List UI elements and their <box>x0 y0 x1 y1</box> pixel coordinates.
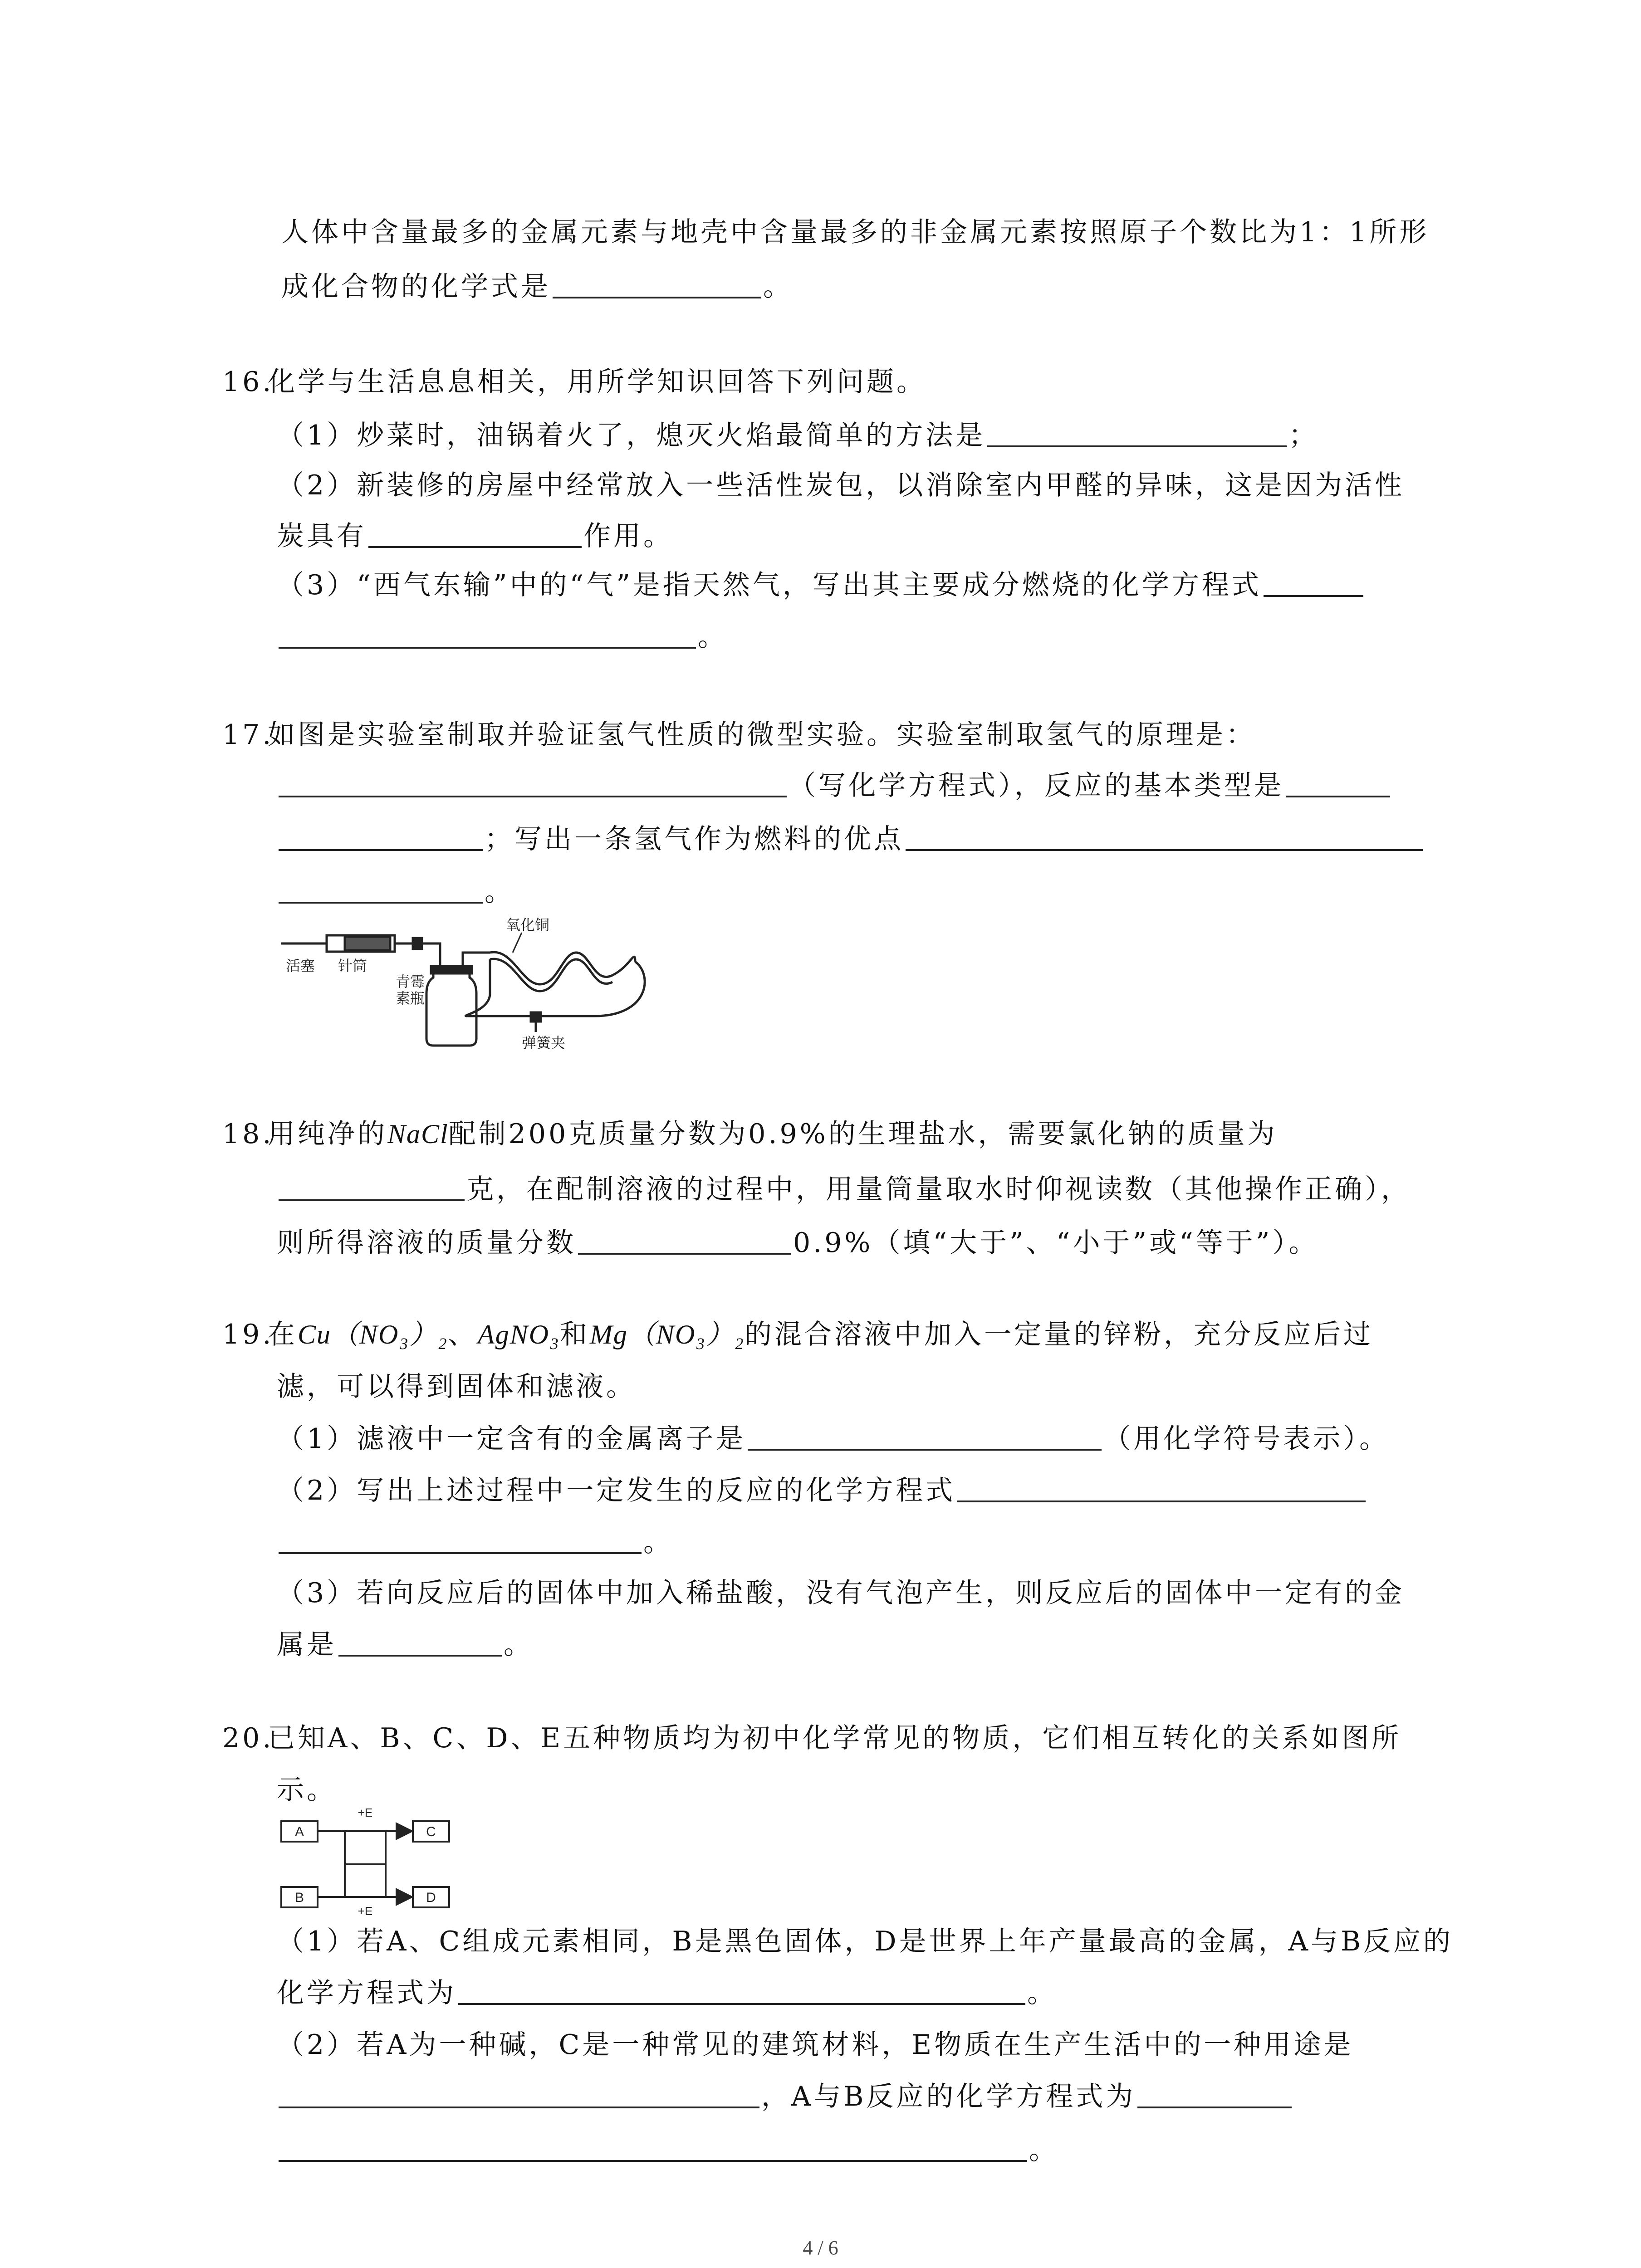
answer-blank[interactable] <box>338 1628 502 1657</box>
connector <box>413 938 422 949</box>
node-b: B <box>294 1890 304 1905</box>
label-piston: 活塞 <box>286 958 315 974</box>
label-top: +E <box>358 1806 373 1819</box>
formula-cu-nitrate: Cu（NO₃）₂ <box>298 1320 448 1349</box>
answer-blank[interactable] <box>279 769 787 797</box>
node-c: C <box>426 1824 436 1839</box>
answer-blank[interactable] <box>1137 2080 1292 2108</box>
q19-part2-line2: 。 <box>277 1523 673 1561</box>
q20-line1: 20.已知A、B、C、D、E五种物质均为初中化学常见的物质，它们相互转化的关系如图所 <box>222 1719 1401 1757</box>
answer-blank[interactable] <box>578 1227 791 1255</box>
q20-part1-line2: 化学方程式为 。 <box>277 1977 1057 2009</box>
q19-part1: （1）滤液中一定含有的金属离子是 （用化学符号表示）。 <box>277 1423 1390 1455</box>
q18-line2: 克，在配制溶液的过程中，用量筒量取水时仰视读数（其他操作正确）， <box>277 1170 1411 1208</box>
answer-blank[interactable] <box>279 2080 759 2108</box>
answer-blank[interactable] <box>279 621 696 649</box>
label-copper-oxide: 氧化铜 <box>506 917 550 933</box>
q16-part3-line2: 。 <box>277 618 728 656</box>
formula-ag-nitrate: AgNO₃ <box>478 1320 560 1349</box>
q18-line1: 18.用纯净的NaCl配制200克质量分数为0.9%的生理盐水，需要氯化钠的质量为 <box>222 1115 1278 1153</box>
q18-line3: 则所得溶液的质量分数 0.9%（填“大于”、“小于”或“等于”）。 <box>277 1227 1319 1259</box>
answer-blank[interactable] <box>279 1173 465 1201</box>
q15-line2: 成化合物的化学式是 。 <box>281 271 793 303</box>
question-number: 18. <box>222 1118 274 1150</box>
formula-nacl: NaCl <box>387 1119 449 1149</box>
label-bottle-2: 素瓶 <box>396 990 425 1007</box>
q19-part3-line2: 属是 。 <box>277 1629 534 1661</box>
q19-line1: 19.在Cu（NO₃）₂、AgNO₃和Mg（NO₃）₂的混合溶液中加入一定量的锌粉，充分反应后过 <box>222 1315 1373 1354</box>
answer-blank[interactable] <box>279 823 483 851</box>
q16-part1: （1）炒菜时，油锅着火了，熄灭火焰最简单的方法是 ； <box>277 420 1319 451</box>
q19-part3-line1: （3）若向反应后的固体中加入稀盐酸，没有气泡产生，则反应后的固体中一定有的金 <box>277 1577 1405 1609</box>
q20-line2: 示。 <box>277 1774 337 1806</box>
formula-mg-nitrate: Mg（NO₃）₂ <box>589 1320 745 1349</box>
q16-part3-line1: （3）“西气东输”中的“气”是指天然气，写出其主要成分燃烧的化学方程式 <box>277 566 1365 604</box>
q16-part2-line2: 炭具有 作用。 <box>277 520 673 552</box>
answer-blank[interactable] <box>1286 769 1390 797</box>
bottle-cap <box>431 966 472 973</box>
relationship-diagram <box>277 1803 458 1916</box>
syringe-fluid <box>345 937 390 950</box>
answer-blank[interactable] <box>957 1474 1366 1502</box>
page-number: 4 / 6 <box>803 2237 838 2259</box>
answer-blank[interactable] <box>279 1526 642 1554</box>
q20-part1-line1: （1）若A、C组成元素相同，B是黑色固体，D是世界上年产量最高的金属，A与B反应的 <box>277 1926 1454 1957</box>
q20-part2-line2: ，A与B反应的化学方程式为 <box>277 2077 1293 2116</box>
label-bottom: +E <box>358 1904 373 1916</box>
penicillin-bottle <box>426 971 476 1046</box>
answer-blank[interactable] <box>987 419 1287 447</box>
q17-stem: 17.如图是实验室制取并验证氢气性质的微型实验。实验室制取氢气的原理是： <box>222 716 1256 754</box>
q17-line4: 。 <box>277 873 514 911</box>
question-number: 19. <box>222 1319 274 1350</box>
question-number: 17. <box>222 719 274 751</box>
answer-blank[interactable] <box>458 1977 1025 2005</box>
answer-blank[interactable] <box>279 875 483 904</box>
q17-line3: ；写出一条氢气作为燃料的优点 <box>277 820 1425 858</box>
answer-blank[interactable] <box>906 823 1423 851</box>
q19-part2: （2）写出上述过程中一定发生的反应的化学方程式 <box>277 1471 1367 1510</box>
spring-clip-shape <box>531 1012 541 1022</box>
answer-blank[interactable] <box>368 520 582 548</box>
hydrogen-apparatus-figure <box>277 903 676 1057</box>
q16-stem: 16.化学与生活息息相关，用所学知识回答下列问题。 <box>222 363 926 401</box>
answer-blank[interactable] <box>279 2134 1027 2162</box>
question-number: 16. <box>222 366 274 398</box>
q20-part2-line3: 。 <box>277 2131 1059 2169</box>
node-d: D <box>426 1890 436 1905</box>
q15-line1: 人体中含量最多的金属元素与地壳中含量最多的非金属元素按照原子个数比为1：1所形 <box>281 216 1430 248</box>
label-syringe: 针筒 <box>338 958 367 974</box>
label-bottle-1: 青霉 <box>396 973 425 990</box>
label-spring-clip: 弹簧夹 <box>522 1035 566 1051</box>
question-number: 20. <box>222 1722 274 1754</box>
q20-part2-line1: （2）若A为一种碱，C是一种常见的建筑材料，E物质在生产生活中的一种用途是 <box>277 2029 1354 2061</box>
answer-blank[interactable] <box>553 270 761 298</box>
return-tube <box>465 959 645 1016</box>
node-a: A <box>294 1824 304 1839</box>
q17-line2: （写化学方程式），反应的基本类型是 <box>277 767 1392 805</box>
q19-line2: 滤，可以得到固体和滤液。 <box>277 1371 636 1403</box>
answer-blank[interactable] <box>1264 569 1363 597</box>
q16-part2-line1: （2）新装修的房屋中经常放入一些活性炭包，以消除室内甲醛的异味，这是因为活性 <box>277 469 1405 501</box>
answer-blank[interactable] <box>748 1422 1102 1451</box>
